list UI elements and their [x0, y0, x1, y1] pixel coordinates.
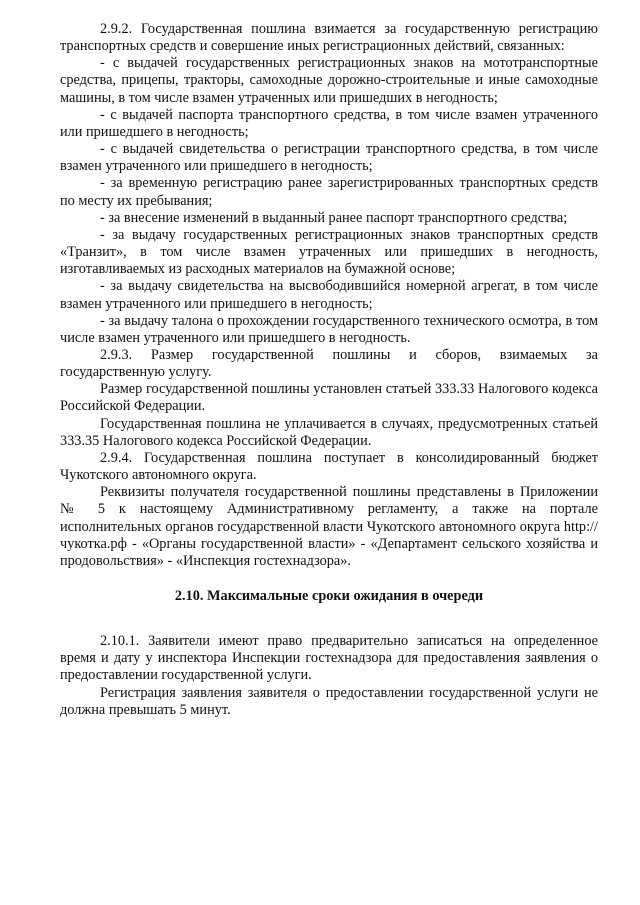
list-item: - за выдачу свидетельства на высвободившийся номерной агрегат, в том числе взамен утраченного или пришедшего в негодность; [60, 278, 598, 312]
list-item: - за временную регистрацию ранее зарегистрированных транспортных средств по месту их пребывания; [60, 175, 598, 209]
list-item: - с выдачей государственных регистрационных знаков на мототранспортные средства, прицепы, тракторы, самоходные дорожно-строительные и иные самоходные машины, в том числе взамен утраченных или пришедших в негодность; [60, 55, 598, 106]
paragraph-2-9-4: 2.9.4. Государственная пошлина поступает в консолидированный бюджет Чукотского автономного округа. [60, 449, 598, 484]
list-item: - за внесение изменений в выданный ранее паспорт транспортного средства; [100, 209, 568, 226]
paragraph-requisites: Реквизиты получателя государственной пошлины представлены в Приложении № 5 к настоящему Административному регламенту, а также на портале исполнительных органов государственной власти Чукотского автономного округа http://чукотка.рф - «Органы государственной власти» - «Департамент сельского хозяйства и продовольствия» - «Инспекция гостехнадзора». [60, 484, 598, 569]
paragraph-2-10-1: 2.10.1. Заявители имеют право предварительно записаться на определенное время и дату у инспектора Инспекции гостехнадзора для предоставления заявления о предоставлении государственной услуги. [60, 633, 598, 684]
paragraph-fee-exemption: Государственная пошлина не уплачивается в случаях, предусмотренных статьей 333.35 Налогового кодекса Российской Федерации. [60, 415, 598, 449]
list-item: - с выдачей свидетельства о регистрации транспортного средства, в том числе взамен утраченного или пришедшего в негодность; [60, 141, 598, 175]
section-spacer [60, 570, 598, 588]
paragraph-registration-time: Регистрация заявления заявителя о предоставлении государственной услуги не должна превышать 5 минут. [60, 684, 598, 718]
paragraph-2-9-3: 2.9.3. Размер государственной пошлины и сборов, взимаемых за государственную услугу. [60, 346, 598, 381]
paragraph-2-9-2: 2.9.2. Государственная пошлина взимается за государственную регистрацию транспортных средств и совершение иных регистрационных действий, связанных: [60, 21, 598, 55]
list-item: - за выдачу талона о прохождении государственного технического осмотра, в том числе взамен утраченного или пришедшего в негодность. [60, 312, 598, 346]
section-heading-2-10: 2.10. Максимальные сроки ожидания в очереди [174, 588, 484, 604]
list-item: - за выдачу государственных регистрационных знаков транспортных средств «Транзит», в том числе взамен утраченных или пришедших в негодность, изготавливаемых из расходных материалов на бумажной основе; [60, 226, 598, 278]
paragraph-fee-size: Размер государственной пошлины установлен статьей 333.33 Налогового кодекса Российской Федерации. [60, 381, 598, 415]
list-item: - с выдачей паспорта транспортного средства, в том числе взамен утраченного или пришедшего в негодность; [60, 106, 598, 140]
section-spacer [60, 605, 598, 633]
